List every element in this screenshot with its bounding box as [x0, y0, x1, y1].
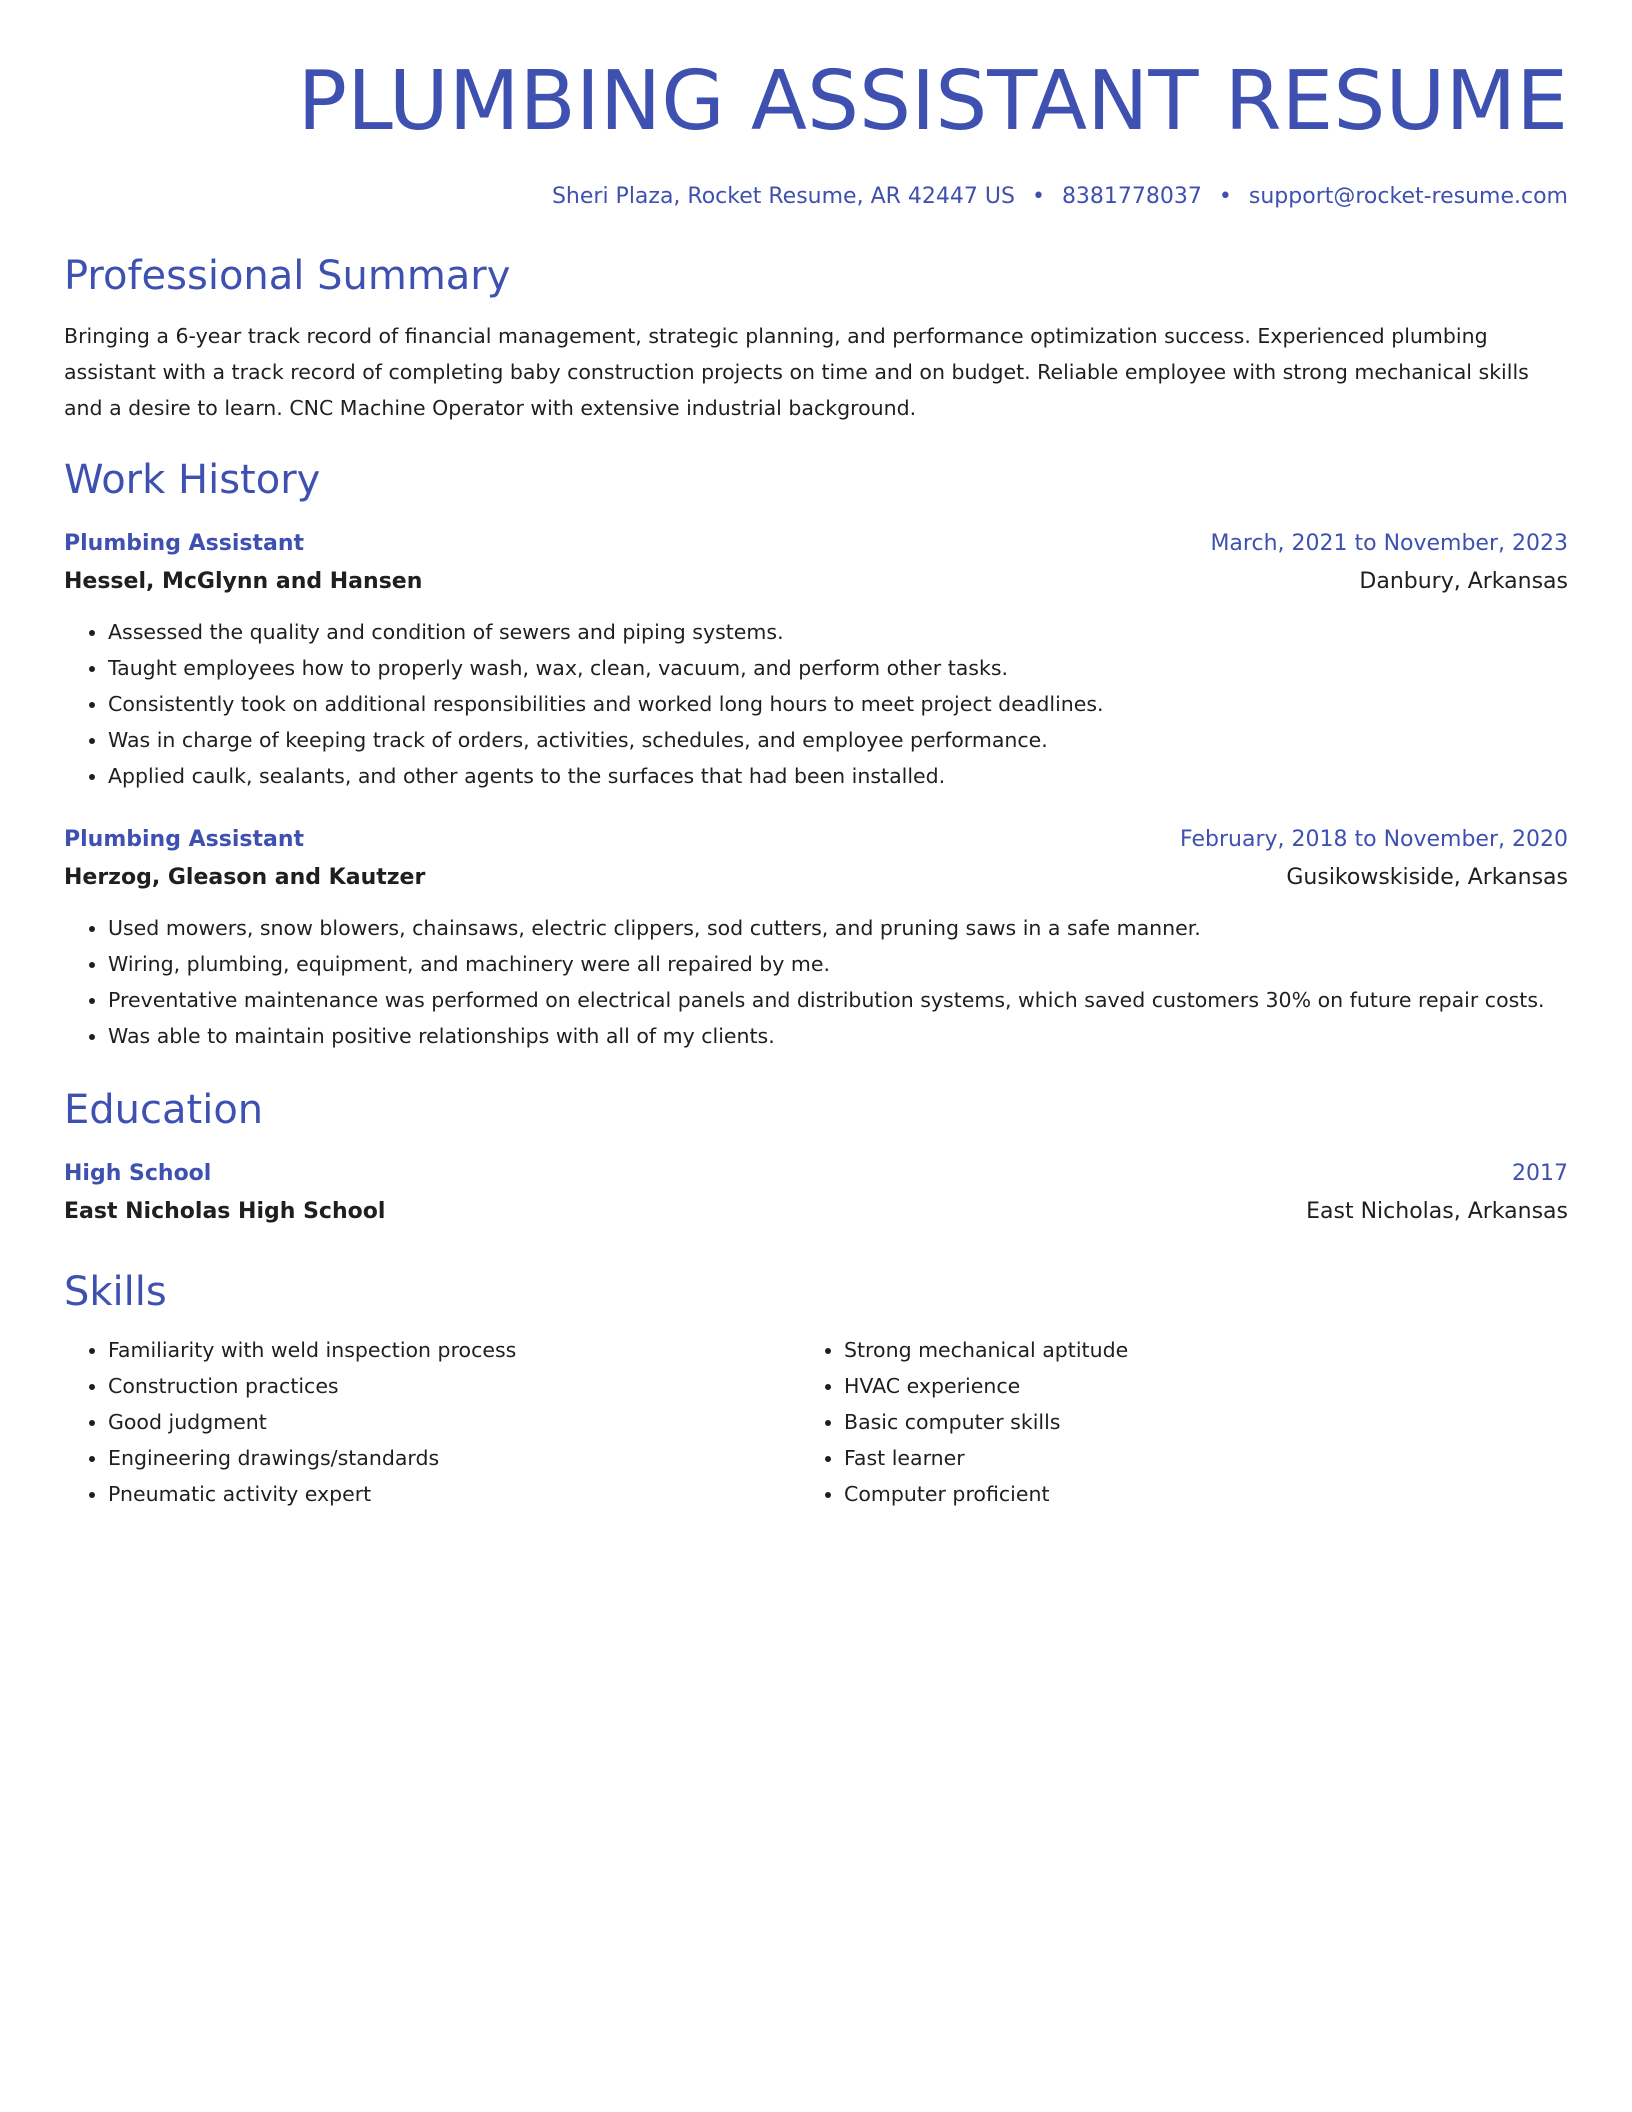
skills-list-right [800, 1332, 1536, 1512]
contact-separator: • [1031, 184, 1045, 209]
contact-address: Sheri Plaza, Rocket Resume, AR 42447 US [551, 184, 1015, 209]
job-bullet: • Consistently took on additional responsibilities and worked long hours to meet project deadlines. [108, 686, 1568, 722]
education-entry [64, 1156, 1568, 1232]
skill-item: • Construction practices [108, 1368, 800, 1404]
job-bullet: • Applied caulk, sealants, and other agents to the surfaces that had been installed. [108, 758, 1568, 794]
work-history-heading: Work History [64, 457, 321, 503]
skill-item: • HVAC experience [844, 1368, 1536, 1404]
summary-heading: Professional Summary [64, 253, 511, 299]
skill-item: • Engineering drawings/standards [108, 1440, 800, 1476]
job-bullet: • Was able to maintain positive relationships with all of my clients. [108, 1018, 1568, 1054]
job-bullet: • Was in charge of keeping track of orders, activities, schedules, and employee performance. [108, 722, 1568, 758]
contact-separator: • [1218, 184, 1232, 209]
job-bullets [64, 910, 1568, 1054]
job-location: Danbury, Arkansas [1359, 569, 1568, 594]
skill-item: • Strong mechanical aptitude [844, 1332, 1536, 1368]
education-school: East Nicholas High School [64, 1199, 386, 1224]
job-dates: February, 2018 to November, 2020 [1180, 827, 1568, 852]
job-location: Gusikowskiside, Arkansas [1286, 865, 1568, 890]
job-role: Plumbing Assistant [64, 531, 305, 556]
skills-columns [64, 1332, 1568, 1512]
job-bullet: • Assessed the quality and condition of sewers and piping systems. [108, 614, 1568, 650]
job-bullet: • Wiring, plumbing, equipment, and machinery were all repaired by me. [108, 946, 1568, 982]
resume-title: PLUMBING ASSISTANT RESUME [297, 54, 1568, 149]
job-title-row [64, 526, 1568, 562]
job-dates: March, 2021 to November, 2023 [1210, 531, 1568, 556]
job-company-row [64, 562, 1568, 602]
job-entry [64, 526, 1568, 794]
education-heading: Education [64, 1087, 264, 1133]
job-bullet: • Taught employees how to properly wash, wax, clean, vacuum, and perform other tasks. [108, 650, 1568, 686]
job-company: Herzog, Gleason and Kautzer [64, 865, 426, 890]
education-degree-row [64, 1156, 1568, 1192]
job-company-row [64, 858, 1568, 898]
education-degree: High School [64, 1161, 212, 1186]
skill-item: • Fast learner [844, 1440, 1536, 1476]
job-company: Hessel, McGlynn and Hansen [64, 569, 423, 594]
job-bullet: • Preventative maintenance was performed on electrical panels and distribution systems, which saved customers 30% on future repair costs. [108, 982, 1568, 1018]
resume-header [64, 52, 1568, 212]
skill-item: • Good judgment [108, 1404, 800, 1440]
job-bullets [64, 614, 1568, 794]
contact-phone: 8381778037 [1061, 184, 1202, 209]
skill-item: • Computer proficient [844, 1476, 1536, 1512]
skills-heading: Skills [64, 1269, 167, 1315]
job-bullet: • Used mowers, snow blowers, chainsaws, electric clippers, sod cutters, and pruning saws in a safe manner. [108, 910, 1568, 946]
job-entry [64, 822, 1568, 1054]
skill-item: • Basic computer skills [844, 1404, 1536, 1440]
education-year: 2017 [1512, 1161, 1568, 1186]
job-title-row [64, 822, 1568, 858]
skills-list-left [64, 1332, 800, 1512]
skill-item: • Pneumatic activity expert [108, 1476, 800, 1512]
contact-email[interactable]: support@rocket-resume.com [1248, 184, 1568, 209]
contact-line [64, 182, 1568, 212]
summary-text: Bringing a 6-year track record of financial management, strategic planning, and performance optimization success. Experienced plumbing assistant with a track record of completing baby construction projects on time and on budget. Reliable employee with strong mechanical skills and a desire to learn. CNC Machine Operator with extensive industrial background. [64, 324, 1529, 420]
job-role: Plumbing Assistant [64, 827, 305, 852]
education-school-row [64, 1192, 1568, 1232]
skill-item: • Familiarity with weld inspection process [108, 1332, 800, 1368]
education-location: East Nicholas, Arkansas [1306, 1199, 1568, 1224]
